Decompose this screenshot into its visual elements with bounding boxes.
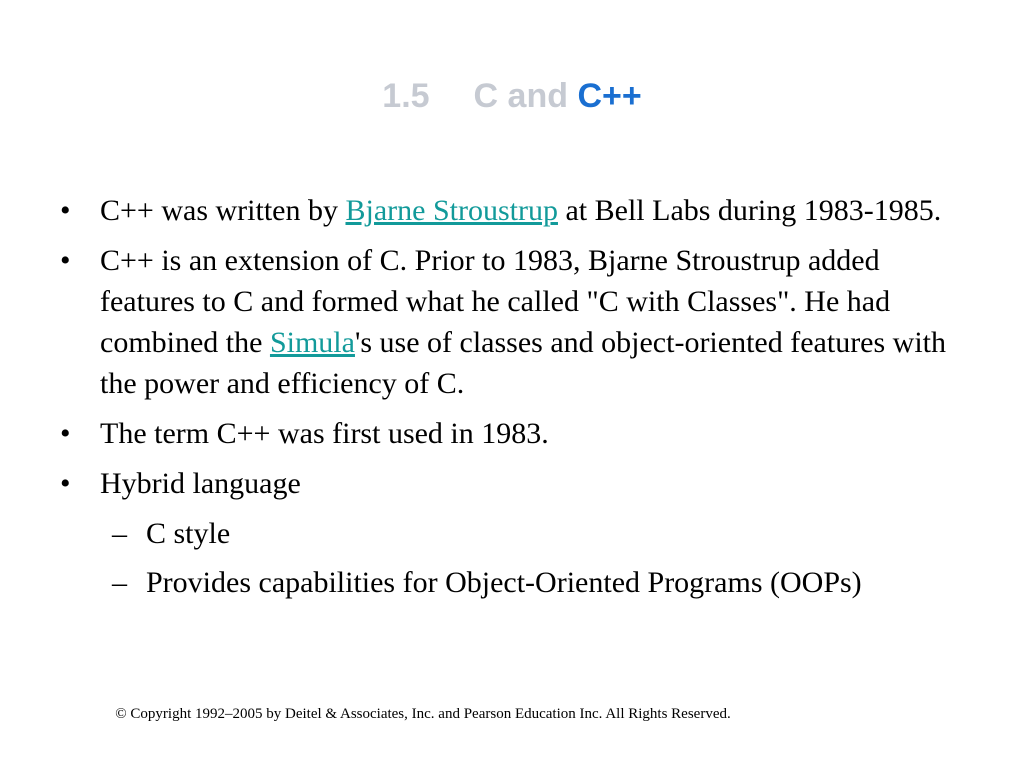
- bullet-mark: •: [60, 417, 71, 450]
- sub-bullet-text: Provides capabilities for Object-Oriented Programs (OOPs): [146, 566, 862, 599]
- slide-title: [0, 74, 1024, 118]
- bullet-mark: •: [60, 244, 71, 277]
- bullet-text: The term C++ was first used in 1983.: [100, 417, 549, 450]
- sub-bullet-item: [60, 562, 980, 603]
- simula-link[interactable]: Simula: [269, 326, 355, 359]
- bullet-item: [60, 413, 980, 454]
- title-accent: C++: [577, 77, 642, 115]
- bullet-text: Hybrid language: [100, 467, 301, 500]
- bullet-text: 's use of classes and object-oriented features with the power and efficiency of C.: [100, 326, 947, 400]
- copyright-footer: © Copyright 1992–2005 by Deitel & Associates, Inc. and Pearson Education Inc. All Rights Reserved.: [115, 706, 731, 722]
- stroustrup-link[interactable]: Bjarne Stroustrup: [345, 194, 558, 227]
- bullet-text: C++ was written by: [100, 194, 346, 227]
- dash-mark: –: [112, 517, 127, 550]
- section-number: 1.5: [382, 77, 430, 115]
- sub-bullet-text: C style: [146, 517, 231, 550]
- bullet-item: [60, 463, 980, 504]
- dash-mark: –: [112, 566, 127, 599]
- bullet-mark: •: [60, 194, 71, 227]
- bullet-list: [60, 190, 980, 611]
- sub-bullet-item: [60, 513, 980, 554]
- bullet-item: [60, 240, 980, 404]
- bullet-item: [60, 190, 980, 231]
- title-text: C and: [473, 77, 568, 115]
- bullet-text: at Bell Labs during 1983-1985.: [565, 194, 942, 227]
- bullet-mark: •: [60, 467, 71, 500]
- bullet-text: C++ is an extension of C. Prior to 1983, Bjarne Stroustrup added features to C and formed what he called "C with Classes". He had combined the: [100, 244, 891, 359]
